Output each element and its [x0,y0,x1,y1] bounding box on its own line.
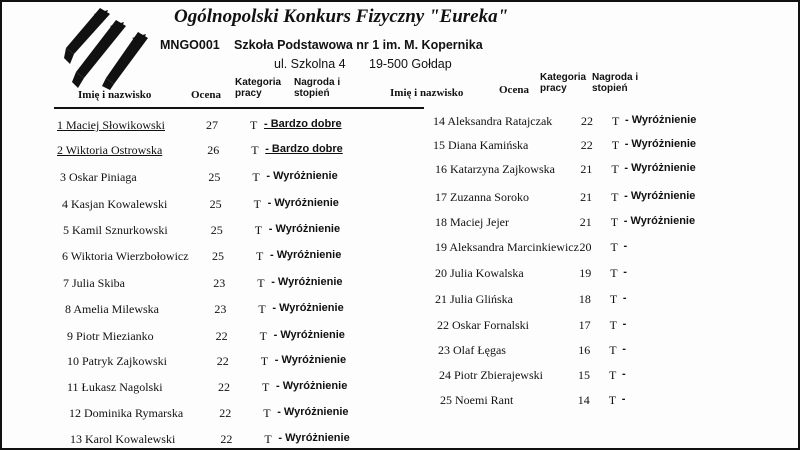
student-category: T [608,393,617,407]
student-score: 21 [579,215,592,229]
student-name: 11 Łukasz Nagolski [67,380,163,394]
student-score: 21 [580,162,593,176]
student-award: - [623,266,627,278]
student-award: - Wyróżnienie [277,406,349,418]
student-name: 20 Julia Kowalska [435,266,524,280]
student-award: - Wyróżnienie [624,138,696,150]
page-title: Ogólnopolski Konkurs Fizyczny "Eureka" [174,6,509,27]
student-name: 13 Karol Kowalewski [70,432,176,446]
student-name: 9 Piotr Miezianko [67,329,154,343]
school-city: 19-500 Gołdap [369,57,452,71]
student-category: T [263,406,271,420]
student-name: 19 Aleksandra Marcinkiewicz [435,240,579,254]
student-award: - [622,343,626,355]
col-header-score-right: Ocena [499,84,529,96]
student-score: 22 [580,138,593,152]
student-category: T [251,143,259,157]
student-award: - [622,318,627,330]
student-category: T [262,380,270,394]
student-award: - Wyróżnienie [267,197,339,209]
student-category: T [610,240,618,254]
student-name: 18 Maciej Jejer [435,215,509,229]
student-name: 15 Diana Kamińska [433,138,529,152]
student-name: 14 Aleksandra Ratajczak [433,114,553,128]
student-award: - Wyróżnienie [276,380,348,392]
student-score: 22 [219,406,232,420]
student-category: T [250,118,258,132]
col-header-category: Kategoria pracy [235,77,282,99]
col-header-award: Nagroda i stopień [294,77,341,99]
student-category: T [254,223,263,237]
student-name: 6 Wiktoria Wierzbołowicz [62,249,189,263]
student-score: 22 [581,114,593,128]
col-header-category-right: Kategoria pracy [540,72,587,94]
student-award: - Bardzo dobre [265,143,343,155]
header-divider [54,107,424,109]
col-header-name-right: Imię i nazwisko [390,87,464,99]
student-category: T [257,276,265,290]
student-name: 23 Olaf Łęgas [438,343,506,357]
student-name: 7 Julia Skiba [63,276,125,290]
student-category: T [611,190,619,204]
student-award: - [621,393,626,405]
student-award: - Bardzo dobre [264,118,342,130]
school-street: ul. Szkolna 4 [274,57,346,71]
student-award: - Wyróżnienie [270,249,342,261]
student-category: T [253,197,261,211]
student-score: 17 [578,318,591,332]
student-category: T [609,368,617,382]
student-category: T [609,318,617,332]
student-category: T [264,432,272,446]
student-name: 10 Patryk Zajkowski [67,354,167,368]
student-name: 21 Julia Glińska [435,292,513,306]
student-score: 19 [579,266,592,280]
student-score: 15 [578,368,590,382]
student-name: 12 Dominika Rymarska [69,406,184,420]
student-category: T [612,114,620,128]
student-award: - Wyróżnienie [624,190,696,202]
student-category: T [252,170,260,184]
col-header-name: Imię i nazwisko [78,89,152,101]
student-category: T [610,215,619,229]
student-name: 16 Katarzyna Zajkowska [435,162,555,176]
student-award: - [622,368,626,380]
student-score: 14 [577,393,590,407]
student-award: - [623,240,628,252]
col-header-award-right: Nagroda i stopień [592,72,639,94]
student-name: 24 Piotr Zbierajewski [439,368,543,382]
school-name: Szkoła Podstawowa nr 1 im. M. Kopernika [234,38,483,52]
student-score: 25 [209,197,222,211]
student-score: 25 [212,249,224,263]
student-award: - Wyróżnienie [272,302,344,314]
student-award: - Wyróżnienie [273,329,345,341]
student-award: - Wyróżnienie [625,114,697,126]
student-score: 22 [215,329,228,343]
student-category: T [610,266,618,280]
student-score: 21 [580,190,593,204]
student-score: 20 [579,240,592,254]
student-award: - Wyróżnienie [278,432,350,444]
eureka-logo-icon [64,8,152,90]
student-name: 5 Kamil Sznurkowski [63,223,168,237]
student-award: - Wyróżnienie [274,354,347,366]
student-name: 25 Noemi Rant [440,393,514,407]
student-award: - Wyróżnienie [623,215,696,227]
student-award: - Wyróżnienie [268,223,341,235]
student-category: T [611,162,619,176]
student-score: 22 [216,354,229,368]
student-score: 22 [218,380,230,394]
student-score: 18 [578,292,591,306]
student-award: - Wyróżnienie [271,276,343,288]
student-name: 22 Oskar Fornalski [437,318,529,332]
student-score: 23 [214,302,227,316]
student-category: T [260,354,269,368]
student-name: 3 Oskar Piniaga [60,170,137,184]
student-score: 26 [207,143,220,157]
student-category: T [611,138,620,152]
student-score: 23 [213,276,226,290]
student-name: 17 Zuzanna Soroko [435,190,529,204]
student-score: 22 [220,432,233,446]
col-header-score: Ocena [191,89,221,101]
student-name: 1 Maciej Słowikowski [57,118,165,132]
student-award: - [622,292,627,304]
student-name: 2 Wiktoria Ostrowska [57,143,163,157]
student-name: 4 Kasjan Kowalewski [62,197,168,211]
student-score: 25 [208,170,221,184]
student-award: - Wyróżnienie [624,162,696,174]
student-score: 27 [206,118,218,132]
student-score: 16 [578,343,591,357]
student-score: 25 [210,223,223,237]
student-category: T [256,249,264,263]
student-name: 8 Amelia Milewska [65,302,159,316]
student-category: T [258,302,266,316]
student-category: T [609,292,618,306]
student-category: T [609,343,617,357]
student-award: - Wyróżnienie [266,170,338,182]
student-category: T [259,329,267,343]
school-code: MNGO001 [160,38,220,52]
